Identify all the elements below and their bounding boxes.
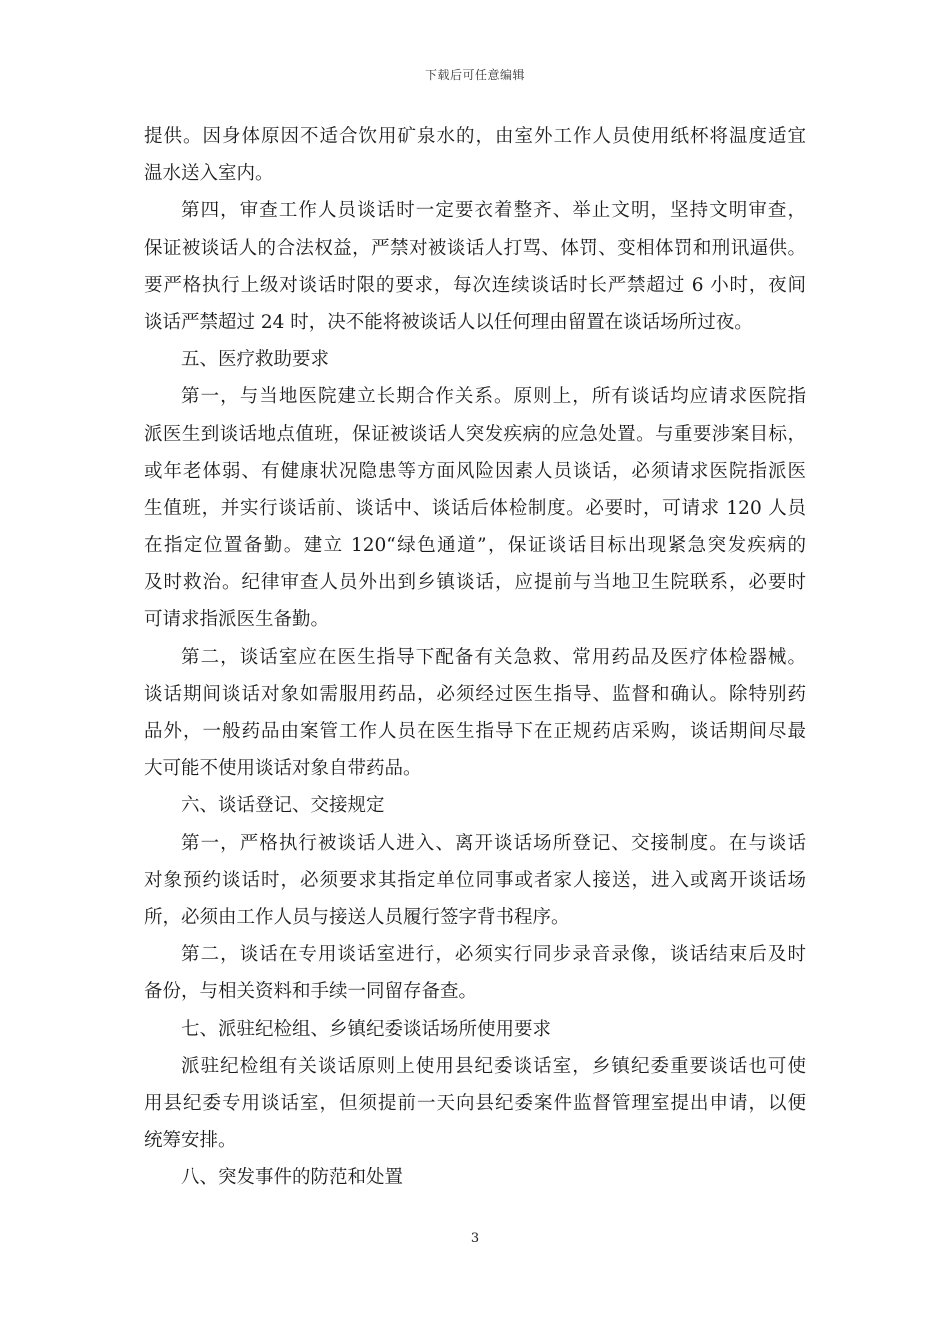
text-line: 对象预约谈话时，必须要求其指定单位同事或者家人接送，进入或离开谈话场 bbox=[144, 869, 806, 891]
page-number: 3 bbox=[470, 1231, 480, 1246]
text-line: 备份，与相关资料和手续一同留存备查。 bbox=[144, 981, 478, 1003]
text-line: 统筹安排。 bbox=[144, 1130, 237, 1152]
text-line: 第一，与当地医院建立长期合作关系。原则上，所有谈话均应请求医院指 bbox=[181, 386, 806, 408]
text-line: 提供。因身体原因不适合饮用矿泉水的，由室外工作人员使用纸杯将温度适宜 bbox=[144, 126, 806, 147]
text-line: 第一，严格执行被谈话人进入、离开谈话场所登记、交接制度。在与谈话 bbox=[181, 832, 806, 854]
text-line: 七、派驻纪检组、乡镇纪委谈话场所使用要求 bbox=[181, 1018, 552, 1040]
text-line: 及时救治。纪律审查人员外出到乡镇谈话，应提前与当地卫生院联系，必要时 bbox=[144, 572, 806, 594]
text-line: 派驻纪检组有关谈话原则上使用县纪委谈话室，乡镇纪委重要谈话也可使 bbox=[181, 1055, 806, 1077]
text-line: 派医生到谈话地点值班，保证被谈话人突发疾病的应急处置。与重要涉案目标， bbox=[144, 423, 806, 445]
text-line: 八、突发事件的防范和处置 bbox=[181, 1167, 404, 1189]
text-line: 第四，审查工作人员谈话时一定要衣着整齐、举止文明，坚持文明审查， bbox=[181, 200, 806, 222]
text-line: 保证被谈话人的合法权益，严禁对被谈话人打骂、体罚、变相体罚和刑讯逼供。 bbox=[144, 237, 806, 259]
text-line: 所，必须由工作人员与接送人员履行签字背书程序。 bbox=[144, 906, 570, 928]
page-header: 下载后可任意编辑 bbox=[424, 68, 525, 82]
text-line: 用县纪委专用谈话室，但须提前一天向县纪委案件监督管理室提出申请，以便 bbox=[144, 1092, 806, 1114]
text-line: 要严格执行上级对谈话时限的要求，每次连续谈话时长严禁超过 6 小时，夜间 bbox=[144, 274, 806, 296]
text-line: 或年老体弱、有健康状况隐患等方面风险因素人员谈话，必须请求医院指派医 bbox=[144, 460, 806, 482]
text-line: 生值班，并实行谈话前、谈话中、谈话后体检制度。必要时，可请求 120 人员 bbox=[144, 497, 806, 519]
text-line: 大可能不使用谈话对象自带药品。 bbox=[144, 758, 422, 780]
text-line: 可请求指派医生备勤。 bbox=[144, 609, 330, 631]
text-line: 品外，一般药品由案管工作人员在医生指导下在正规药店采购，谈话期间尽最 bbox=[144, 721, 806, 742]
text-line: 第二，谈话在专用谈话室进行，必须实行同步录音录像，谈话结束后及时 bbox=[181, 944, 806, 966]
text-line: 温水送入室内。 bbox=[144, 163, 274, 185]
text-line: 六、谈话登记、交接规定 bbox=[181, 795, 385, 817]
text-line: 第二，谈话室应在医生指导下配备有关急救、常用药品及医疗体检器械。 bbox=[181, 646, 806, 668]
text-line: 谈话期间谈话对象如需服用药品，必须经过医生指导、监督和确认。除特别药 bbox=[144, 683, 806, 705]
document-body bbox=[144, 118, 806, 1196]
text-line: 在指定位置备勤。建立 120“绿色通道”，保证谈话目标出现紧急突发疾病的 bbox=[144, 535, 806, 557]
text-line: 五、医疗救助要求 bbox=[181, 349, 330, 371]
text-line: 谈话严禁超过 24 时，决不能将被谈话人以任何理由留置在谈话场所过夜。 bbox=[144, 311, 753, 333]
